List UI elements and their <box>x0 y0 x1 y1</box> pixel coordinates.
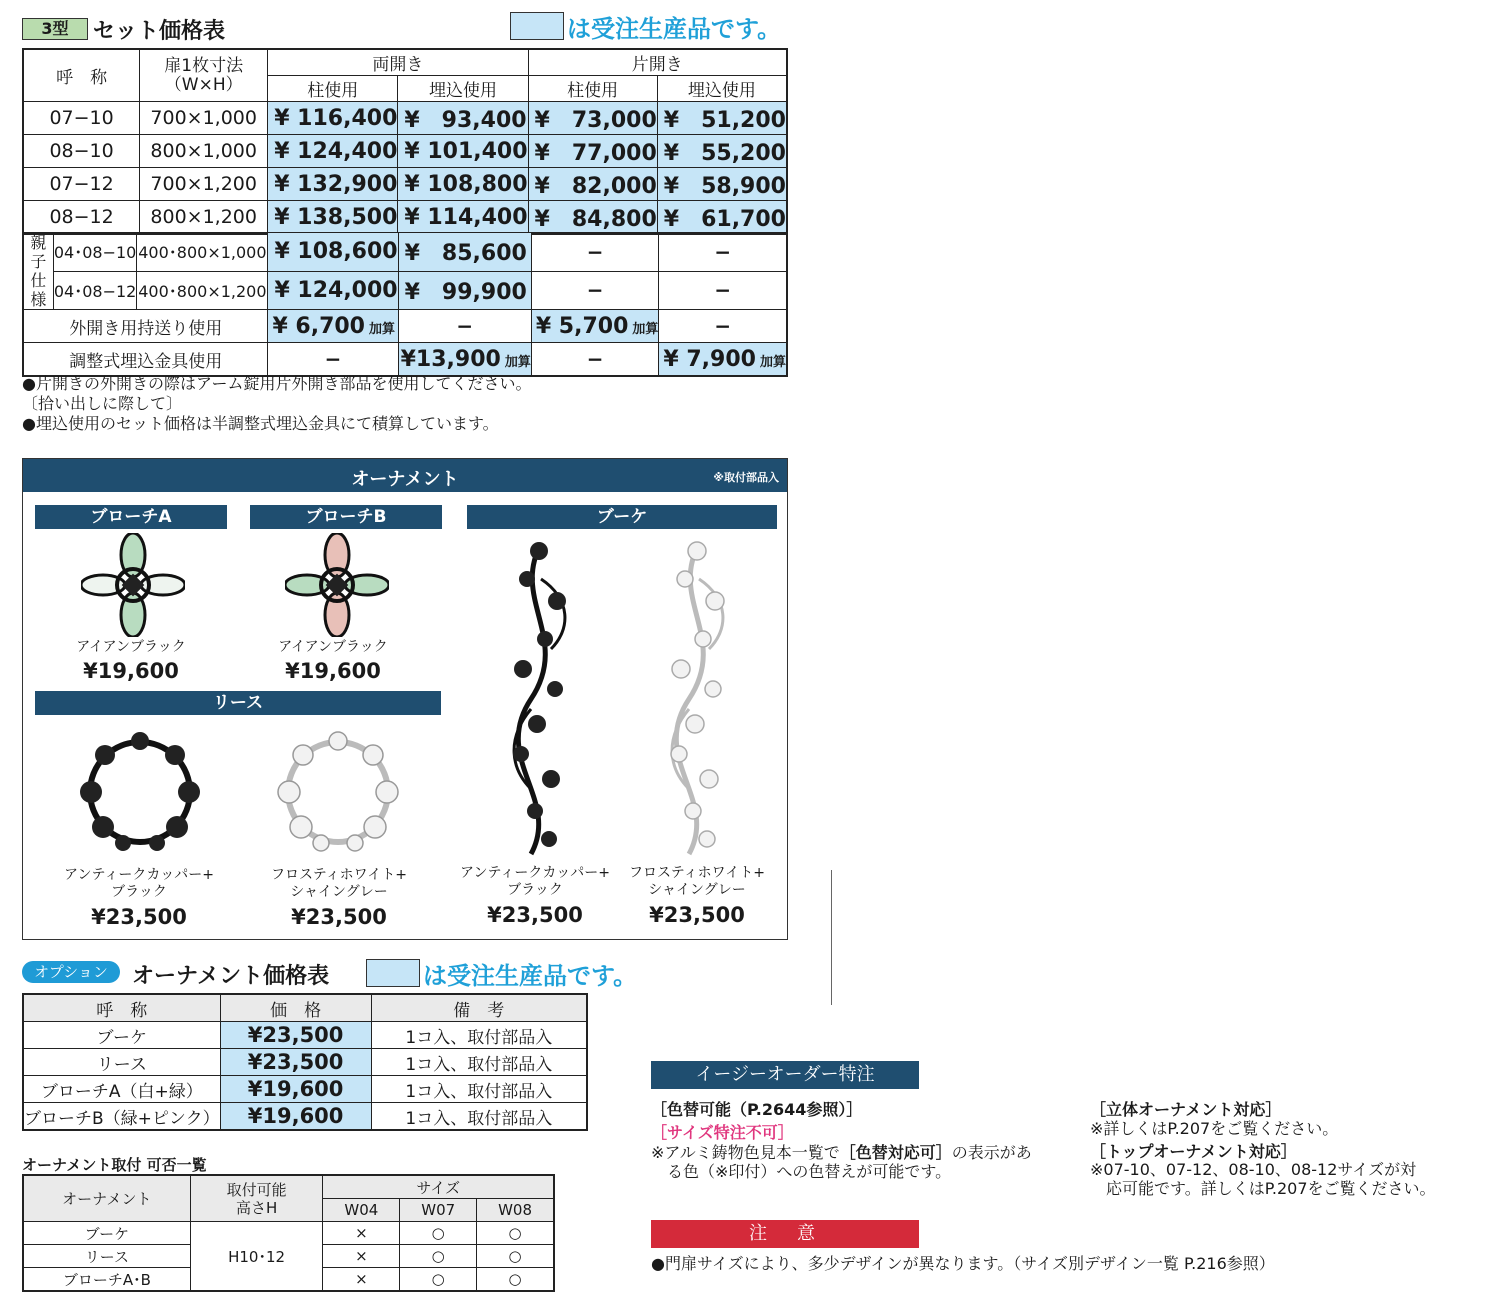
row-name: 08−10 <box>23 135 140 168</box>
wreath-black-caption: アンティークカッパー+ ブラック <box>64 867 214 900</box>
bouquet-white-image <box>659 539 739 859</box>
wreath-bar: リース <box>35 691 441 715</box>
addon-price-cell: ¥ 7,900 加算 <box>659 343 787 377</box>
dash-cell: − <box>659 310 787 343</box>
addon-price-cell: ¥ 6,700 加算 <box>268 310 398 343</box>
col-header-size: 扉1枚寸法 （W×H） <box>140 49 268 102</box>
price-cell: ¥ 138,500 <box>268 201 398 235</box>
caution-bar: 注 意 <box>651 1220 919 1248</box>
row-size: 400･800×1,000 <box>137 233 268 272</box>
row-name: 08−12 <box>23 201 140 235</box>
price-cell: ¥23,500 <box>220 1022 371 1049</box>
mark-cell: ○ <box>477 1245 554 1268</box>
row-note: 1コ入、取付部品入 <box>371 1103 587 1131</box>
price-cell: ¥23,500 <box>220 1049 371 1076</box>
mark-cell: ○ <box>400 1245 477 1268</box>
wreath-white-image <box>273 727 403 857</box>
top-ornament-title: ［トップオーナメント対応］ <box>1090 1142 1297 1161</box>
broach-b-image <box>285 533 389 637</box>
price-cell: ¥ 51,200 <box>657 102 787 135</box>
table-row <box>23 343 787 377</box>
dash-cell: − <box>398 310 531 343</box>
price-cell: ¥ 85,600 <box>398 233 531 272</box>
col-header-note: 備 考 <box>371 994 587 1022</box>
table-row <box>23 1103 587 1131</box>
col-header-w04: W04 <box>323 1199 400 1222</box>
row-name: ブーケ <box>23 1022 220 1049</box>
ornament-subnote: ※取付部品入 <box>713 471 779 484</box>
wreath-white-caption: フロスティホワイト+ シャイングレー <box>271 867 407 900</box>
mark-cell: × <box>323 1245 400 1268</box>
dash-cell: − <box>659 271 787 310</box>
addon-price-cell: ¥ 5,700 加算 <box>531 310 659 343</box>
wreath-black-image <box>75 727 205 857</box>
table-row <box>23 201 787 235</box>
col-header-name: 呼 称 <box>23 994 220 1022</box>
type-badge: 3型 <box>22 18 88 40</box>
row-size: 400･800×1,200 <box>137 271 268 310</box>
col-header-w07: W07 <box>400 1199 477 1222</box>
broach-a-image <box>81 533 185 637</box>
ornament-title: オーナメント <box>351 469 459 490</box>
col-header-size: サイズ <box>323 1175 554 1199</box>
note-line: ●片開きの外開きの際はアーム錠用片外開き部品を使用してください。 <box>22 374 532 393</box>
top-ornament-text: ※07-10、07-12、08-10、08-12サイズが対 応可能です。詳しくはP.207をご覧ください。 <box>1090 1160 1436 1198</box>
price-cell: ¥ 73,000 <box>528 102 657 135</box>
mark-cell: ○ <box>400 1222 477 1245</box>
color-change-title: ［色替可能（P.2644参照）］ <box>651 1100 863 1119</box>
row-note: 1コ入、取付部品入 <box>371 1049 587 1076</box>
dash-cell: − <box>268 343 398 377</box>
legend-text: は受注生産品です。 <box>567 15 782 43</box>
col-header-hashira: 柱使用 <box>528 76 657 102</box>
price-cell: ¥19,600 <box>220 1076 371 1103</box>
table-row <box>23 1022 587 1049</box>
rittai-text: ※詳しくはP.207をご覧ください。 <box>1090 1119 1339 1138</box>
broach-b-bar: ブローチB <box>250 505 442 529</box>
price-cell: ¥ 84,800 <box>528 201 657 235</box>
col-header-ryobiraki: 両開き <box>268 49 528 76</box>
dash-cell: − <box>659 233 787 272</box>
price-cell: ¥ 58,900 <box>657 168 787 201</box>
row-note: 1コ入、取付部品入 <box>371 1076 587 1103</box>
oyako-label: 親子 仕様 <box>23 233 53 310</box>
option-title: オーナメント価格表 <box>132 964 330 989</box>
ornament-price-table <box>22 993 588 1131</box>
col-header-ornament: オーナメント <box>23 1175 190 1222</box>
col-header-price: 価 格 <box>220 994 371 1022</box>
row-size: 800×1,200 <box>140 201 268 235</box>
table-row <box>23 168 787 201</box>
row-name: ブローチA･B <box>23 1268 190 1292</box>
price-cell: ¥ 116,400 <box>268 102 398 135</box>
legend-swatch <box>366 959 420 987</box>
page-title: セット価格表 <box>93 19 226 44</box>
bouquet-white-price: ¥23,500 <box>649 903 745 927</box>
broach-b-caption: アイアンブラック <box>278 639 388 655</box>
row-size: 700×1,000 <box>140 102 268 135</box>
price-cell: ¥ 124,000 <box>268 271 398 310</box>
set-price-table <box>22 48 788 235</box>
availability-title: オーナメント取付 可否一覧 <box>22 1156 207 1174</box>
row-name: ブローチB（緑+ピンク） <box>23 1103 220 1131</box>
caution-text: ●門扉サイズにより、多少デザインが異なります。（サイズ別デザイン一覧 P.216参照） <box>651 1254 1275 1273</box>
row-name: 07−10 <box>23 102 140 135</box>
price-cell: ¥19,600 <box>220 1103 371 1131</box>
price-cell: ¥ 101,400 <box>398 135 528 168</box>
price-cell: ¥ 114,400 <box>398 201 528 235</box>
col-header-w08: W08 <box>477 1199 554 1222</box>
dash-cell: − <box>531 271 659 310</box>
bouquet-black-image <box>501 539 581 859</box>
row-name: ブーケ <box>23 1222 190 1245</box>
legend-swatch <box>510 12 564 40</box>
row-name: 07−12 <box>23 168 140 201</box>
wreath-black-price: ¥23,500 <box>91 905 187 929</box>
table-row <box>23 233 787 272</box>
price-cell: ¥ 82,000 <box>528 168 657 201</box>
mark-cell: × <box>323 1268 400 1292</box>
price-cell: ¥ 108,600 <box>268 233 398 272</box>
price-cell: ¥ 55,200 <box>657 135 787 168</box>
notes <box>22 374 531 434</box>
row-size: 800×1,000 <box>140 135 268 168</box>
row-note: 1コ入、取付部品入 <box>371 1022 587 1049</box>
row-name: リース <box>23 1049 220 1076</box>
dash-cell: − <box>531 343 659 377</box>
ornament-panel <box>22 458 788 940</box>
bouquet-white-caption: フロスティホワイト+ シャイングレー <box>629 865 765 898</box>
addon-price-cell: ¥13,900 加算 <box>398 343 531 377</box>
legend-text: は受注生産品です。 <box>423 962 638 990</box>
table-row <box>23 1049 587 1076</box>
row-name: 04･08−12 <box>53 271 137 310</box>
col-header-name: 呼 称 <box>23 49 140 102</box>
col-header-umekomi: 埋込使用 <box>398 76 528 102</box>
mark-cell: × <box>323 1222 400 1245</box>
price-cell: ¥ 99,900 <box>398 271 531 310</box>
dash-cell: − <box>531 233 659 272</box>
choseishiki-label: 調整式埋込金具使用 <box>23 343 268 377</box>
bouquet-black-price: ¥23,500 <box>487 903 583 927</box>
broach-b-price: ¥19,600 <box>285 659 381 683</box>
row-name: リース <box>23 1245 190 1268</box>
table-row <box>23 310 787 343</box>
note-line: 〔拾い出しに際して〕 <box>22 394 183 413</box>
col-header-height: 取付可能 高さH <box>190 1175 323 1222</box>
table-row <box>23 1076 587 1103</box>
option-pill: オプション <box>22 961 120 983</box>
price-cell: ¥ 93,400 <box>398 102 528 135</box>
rittai-title: ［立体オーナメント対応］ <box>1090 1100 1282 1119</box>
price-cell: ¥ 61,700 <box>657 201 787 235</box>
table-row <box>23 102 787 135</box>
table-row <box>23 271 787 310</box>
broach-a-price: ¥19,600 <box>83 659 179 683</box>
set-price-table-lower <box>22 232 788 377</box>
col-header-hashira: 柱使用 <box>268 76 398 102</box>
price-cell: ¥ 124,400 <box>268 135 398 168</box>
price-cell: ¥ 77,000 <box>528 135 657 168</box>
price-cell: ¥ 108,800 <box>398 168 528 201</box>
mark-cell: ○ <box>400 1268 477 1292</box>
price-cell: ¥ 132,900 <box>268 168 398 201</box>
sotobiraki-label: 外開き用持送り使用 <box>23 310 268 343</box>
bouquet-black-caption: アンティークカッパー+ ブラック <box>460 865 610 898</box>
color-change-text: ※アルミ鋳物色見本一覧で［色替対応可］の表示があ る色（※印付）への色替えが可能です。 <box>651 1143 1032 1181</box>
broach-a-bar: ブローチA <box>35 505 227 529</box>
row-name: 04･08−10 <box>53 233 137 272</box>
bouquet-bar: ブーケ <box>467 505 777 529</box>
row-name: ブローチA（白+緑） <box>23 1076 220 1103</box>
col-header-katabiraki: 片開き <box>528 49 787 76</box>
divider <box>831 870 832 1005</box>
size-special-ng: ［サイズ特注不可］ <box>651 1123 794 1142</box>
easy-order-bar: イージーオーダー特注 <box>651 1061 919 1089</box>
wreath-white-price: ¥23,500 <box>291 905 387 929</box>
table-row <box>23 135 787 168</box>
availability-table <box>22 1174 555 1292</box>
col-header-umekomi: 埋込使用 <box>657 76 787 102</box>
table-row <box>23 1222 554 1245</box>
row-size: 700×1,200 <box>140 168 268 201</box>
note-line: ●埋込使用のセット価格は半調整式埋込金具にて積算しています。 <box>22 414 499 433</box>
broach-a-caption: アイアンブラック <box>76 639 186 655</box>
height-cell: H10･12 <box>190 1222 323 1292</box>
ornament-header <box>23 459 787 492</box>
mark-cell: ○ <box>477 1268 554 1292</box>
mark-cell: ○ <box>477 1222 554 1245</box>
